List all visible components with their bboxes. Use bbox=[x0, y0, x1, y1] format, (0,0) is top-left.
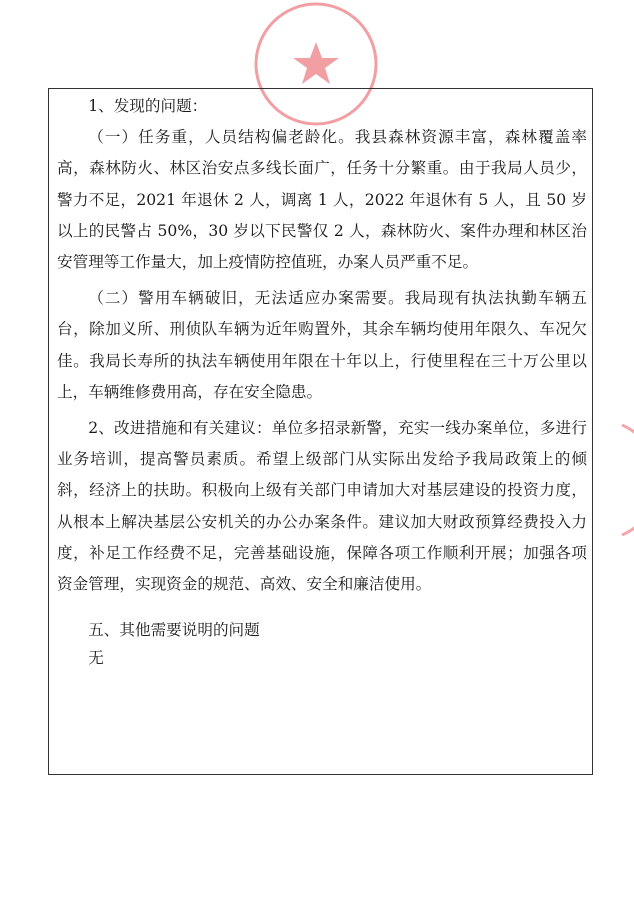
partial-seal bbox=[612, 420, 634, 540]
section-5-body: 无 bbox=[88, 649, 104, 668]
problem-2-paragraph: （二）警用车辆破旧，无法适应办案需要。我局现有执法执勤车辆五台，除加义所、刑侦队车辆为近年购置外，其余车辆均使用年限久、车况欠佳。我局长寿所的执法车辆使用年限在十年以上，行使里程在三十万公里以上，车辆维修费用高，存在安全隐患。 bbox=[57, 289, 587, 401]
content-table-cell bbox=[48, 88, 593, 775]
suggestions-paragraph: 2、改进措施和有关建议：单位多招录新警，充实一线办案单位，多进行业务培训，提高警员素质。希望上级部门从实际出发给予我局政策上的倾斜，经济上的扶助。积极向上级有关部门申请加大对基层建设的投资力度，从根本上解决基层公安机关的办公办案条件。建议加大财政预算经费投入力度，补足工作经费不足，完善基础设施，保障各项工作顺利开展；加强各项资金管理，实现资金的规范、高效、安全和廉洁使用。 bbox=[57, 419, 587, 594]
section-5-heading: 五、其他需要说明的问题 bbox=[88, 621, 260, 640]
problems-heading: 1、发现的问题： bbox=[88, 97, 208, 115]
problem-1-paragraph: （一）任务重，人员结构偏老龄化。我县森林资源丰富，森林覆盖率高，森林防火、林区治安点多线长面广，任务十分繁重。由于我局人员少，警力不足，2021 年退休 2 人，调离 1 人，2022 年退休有 5 人，且 50 岁以上的民警占 50%，30 岁以下民警仅 2 人，森林防火、案件办理和林区治安管理等工作量大，加上疫情防控值班，办案人员严重不足。 bbox=[57, 128, 587, 272]
